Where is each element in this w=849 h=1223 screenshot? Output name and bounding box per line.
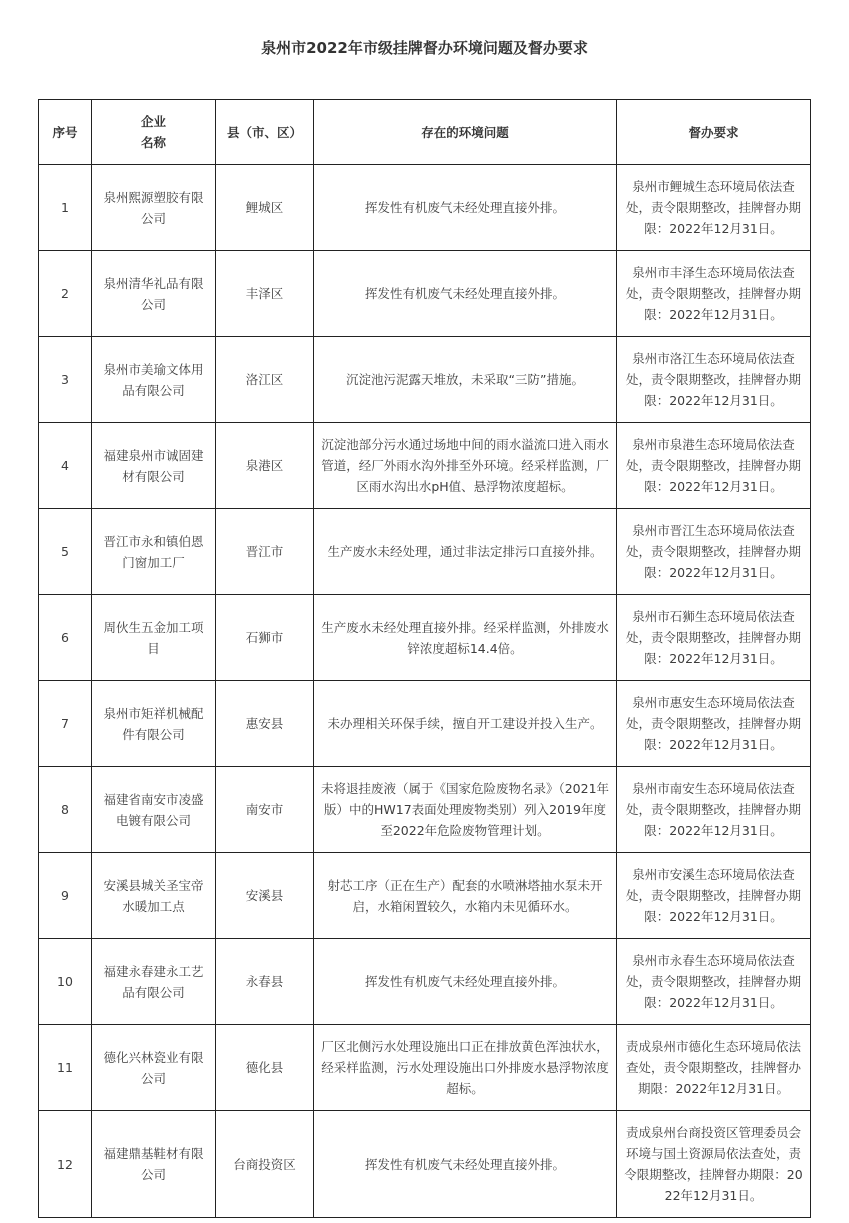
cell-requirement: 泉州市晋江生态环境局依法查处，责令限期整改，挂牌督办期限：2022年12月31日。 [617, 509, 811, 595]
cell-county: 洛江区 [216, 337, 314, 423]
table-row [39, 767, 811, 853]
table-row [39, 251, 811, 337]
cell-no: 12 [39, 1111, 92, 1218]
cell-company: 福建泉州市诚固建材有限公司 [92, 423, 216, 509]
table-body [39, 165, 811, 1218]
cell-requirement: 泉州市南安生态环境局依法查处，责令限期整改，挂牌督办期限：2022年12月31日。 [617, 767, 811, 853]
cell-problem: 射芯工序（正在生产）配套的水喷淋塔抽水泵未开启，水箱闲置较久，水箱内未见循环水。 [314, 853, 617, 939]
table-row [39, 165, 811, 251]
cell-company: 周伙生五金加工项目 [92, 595, 216, 681]
page-title: 泉州市2022年市级挂牌督办环境问题及督办要求 [261, 39, 588, 57]
cell-requirement: 泉州市泉港生态环境局依法查处，责令限期整改，挂牌督办期限：2022年12月31日。 [617, 423, 811, 509]
table-row [39, 1025, 811, 1111]
cell-no: 8 [39, 767, 92, 853]
cell-requirement: 泉州市惠安生态环境局依法查处，责令限期整改，挂牌督办期限：2022年12月31日。 [617, 681, 811, 767]
cell-county: 德化县 [216, 1025, 314, 1111]
cell-county: 台商投资区 [216, 1111, 314, 1218]
cell-county: 晋江市 [216, 509, 314, 595]
cell-requirement: 泉州市安溪生态环境局依法查处，责令限期整改，挂牌督办期限：2022年12月31日。 [617, 853, 811, 939]
cell-problem: 沉淀池污泥露天堆放，未采取“三防”措施。 [314, 337, 617, 423]
cell-no: 6 [39, 595, 92, 681]
header-no: 序号 [39, 100, 92, 165]
cell-county: 泉港区 [216, 423, 314, 509]
cell-company: 福建永春建永工艺品有限公司 [92, 939, 216, 1025]
header-company [92, 100, 216, 165]
cell-company: 福建鼎基鞋材有限公司 [92, 1111, 216, 1218]
cell-company: 泉州市美瑜文体用品有限公司 [92, 337, 216, 423]
cell-county: 安溪县 [216, 853, 314, 939]
cell-county: 永春县 [216, 939, 314, 1025]
cell-problem: 沉淀池部分污水通过场地中间的雨水溢流口进入雨水管道，经厂外雨水沟外排至外环境。经采样监测，厂区雨水沟出水pH值、悬浮物浓度超标。 [314, 423, 617, 509]
cell-problem: 厂区北侧污水处理设施出口正在排放黄色浑浊状水，经采样监测，污水处理设施出口外排废水悬浮物浓度超标。 [314, 1025, 617, 1111]
cell-company: 晋江市永和镇伯恩门窗加工厂 [92, 509, 216, 595]
cell-requirement: 泉州市永春生态环境局依法查处，责令限期整改，挂牌督办期限：2022年12月31日。 [617, 939, 811, 1025]
table-row [39, 337, 811, 423]
header-company-line1: 企业 [140, 114, 166, 129]
header-county: 县（市、区） [216, 100, 314, 165]
cell-requirement: 泉州市丰泽生态环境局依法查处，责令限期整改，挂牌督办期限：2022年12月31日。 [617, 251, 811, 337]
cell-company: 福建省南安市凌盛电镀有限公司 [92, 767, 216, 853]
table-header-row [39, 100, 811, 165]
header-problem: 存在的环境问题 [314, 100, 617, 165]
cell-county: 南安市 [216, 767, 314, 853]
cell-requirement: 责成泉州市德化生态环境局依法查处，责令限期整改，挂牌督办期限：2022年12月31日。 [617, 1025, 811, 1111]
cell-requirement: 泉州市鲤城生态环境局依法查处，责令限期整改，挂牌督办期限：2022年12月31日。 [617, 165, 811, 251]
cell-no: 9 [39, 853, 92, 939]
cell-problem: 生产废水未经处理，通过非法定排污口直接外排。 [314, 509, 617, 595]
cell-county: 石狮市 [216, 595, 314, 681]
cell-no: 4 [39, 423, 92, 509]
cell-no: 10 [39, 939, 92, 1025]
cell-problem: 未将退挂废液（属于《国家危险废物名录》（2021年版）中的HW17表面处理废物类别）列入2019年度至2022年危险废物管理计划。 [314, 767, 617, 853]
cell-no: 5 [39, 509, 92, 595]
cell-company: 泉州市矩祥机械配件有限公司 [92, 681, 216, 767]
cell-no: 1 [39, 165, 92, 251]
table-row [39, 423, 811, 509]
cell-county: 丰泽区 [216, 251, 314, 337]
header-company-line2: 名称 [140, 135, 166, 150]
cell-company: 泉州熙源塑胶有限公司 [92, 165, 216, 251]
table-row [39, 595, 811, 681]
cell-no: 11 [39, 1025, 92, 1111]
cell-county: 惠安县 [216, 681, 314, 767]
cell-problem: 挥发性有机废气未经处理直接外排。 [314, 939, 617, 1025]
cell-requirement: 泉州市洛江生态环境局依法查处，责令限期整改，挂牌督办期限：2022年12月31日。 [617, 337, 811, 423]
cell-problem: 挥发性有机废气未经处理直接外排。 [314, 165, 617, 251]
cell-company: 德化兴林瓷业有限公司 [92, 1025, 216, 1111]
cell-company: 安溪县城关圣宝帝水暖加工点 [92, 853, 216, 939]
table-row [39, 509, 811, 595]
table-row [39, 1111, 811, 1218]
cell-requirement: 责成泉州台商投资区管理委员会环境与国土资源局依法查处，责令限期整改，挂牌督办期限：2022年12月31日。 [617, 1111, 811, 1218]
cell-company: 泉州清华礼品有限公司 [92, 251, 216, 337]
supervision-table [38, 99, 811, 1218]
cell-requirement: 泉州市石狮生态环境局依法查处，责令限期整改，挂牌督办期限：2022年12月31日。 [617, 595, 811, 681]
cell-no: 2 [39, 251, 92, 337]
cell-problem: 挥发性有机废气未经处理直接外排。 [314, 1111, 617, 1218]
cell-no: 3 [39, 337, 92, 423]
cell-problem: 生产废水未经处理直接外排。经采样监测，外排废水锌浓度超标14.4倍。 [314, 595, 617, 681]
table-row [39, 853, 811, 939]
cell-problem: 挥发性有机废气未经处理直接外排。 [314, 251, 617, 337]
cell-problem: 未办理相关环保手续，擅自开工建设并投入生产。 [314, 681, 617, 767]
header-requirement: 督办要求 [617, 100, 811, 165]
table-row [39, 681, 811, 767]
cell-county: 鲤城区 [216, 165, 314, 251]
table-row [39, 939, 811, 1025]
cell-no: 7 [39, 681, 92, 767]
